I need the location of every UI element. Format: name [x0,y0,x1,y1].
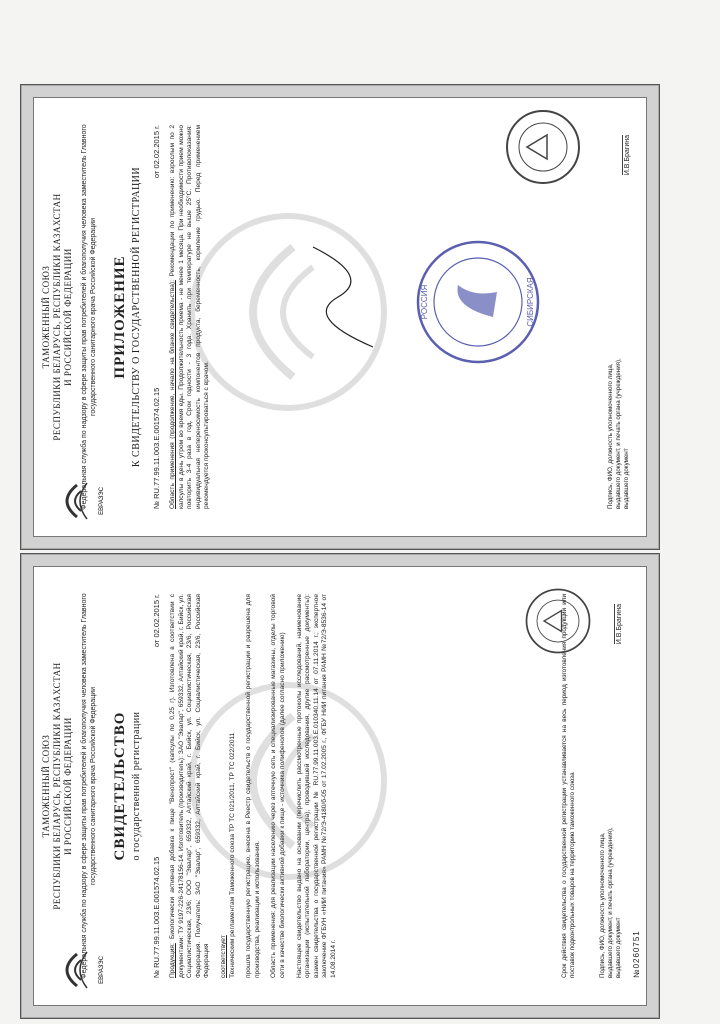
watermark-globe-icon [183,676,393,886]
seal-text-2: РОССИЯ [420,284,429,320]
product-text: Биологически активная добавка к пище "Венопрост" (капсулы по 0,25 г). Изготовлена в соответствии с документами: ТУ 9197-226-24178156-14. Изготовитель (производитель): ЗАО "Эвалар", 659332, Алтайский край, г. Бийск, ул. Социалистическая, 23/6; ООО "Эвалар", 659332, Алтайский край, г. Бийск, ул. Социалистическая, 23/6, Российская Федерация. Получатель: ЗАО "Эвалар", 659332, Алтайский край, г. Бийск, ул. Социалистическая, 23/6, Российская Федерация [169,594,211,978]
doc-title: ПРИЛОЖЕНИЕ [112,255,128,379]
scope-label: Область применения (продолжение, начало на бланке свидетельства): [169,280,176,509]
signer-name: И.В.Брагина [616,604,623,645]
issuer-text: Федеральная служба по надзору в сфере защиты прав потребителей и благополучия человека заместитель Главного государственного санитарного врача Российской Федерации [81,593,97,979]
scope-paragraph: Область применения: для реализации населению через аптечную сеть и специализированные магазины, отделы торговой сети в качестве биологически активной добавки к пище - источника полифенолов (далее согласно приложению) [270,594,286,978]
registration-number: RU.77.99.11.003.Е.001574.02.15 [152,856,161,968]
basis-paragraph: Настоящее свидетельство выдано на основании (перечислить рассмотренные протоколы исследований, наименование организации (испытательной лаборатории, центра), проводившей исследования, другие рассмотренные документы): взамен свидетельства о государственной регистрации № RU.77.99.11.003.Е.010340.11.14 от 07.11.2014 г.; экспертное заключение ФГБУН «НИИ питания» РАМН №72/Э-4180/б-05 от 17.02.2005 г., ФГБУ НИИ питания РАМН №72/Э-8536-14 от 14.08.2014 г. [295,594,337,978]
evrazes-logo-icon [51,479,107,523]
signature-row [607,125,631,509]
conformity-label: соответствует [219,935,227,978]
registration-date: 02.02.2015 г. [152,125,161,169]
registration-number-line [152,125,161,509]
registration-number: RU.77.99.11.003.Е.001574.02.15 [152,387,161,499]
registration-number-line [152,594,161,978]
appendix-sheet [20,84,660,550]
appendix-frame [33,97,647,537]
signature-row [599,594,623,978]
registration-date: 02.02.2015 г. [152,594,161,638]
validity-footer: Срок действия свидетельства о государственной регистрации устанавливается на весь период изготовления продукции или поставок подконтрольных товаров на территорию таможенного союза [561,594,576,978]
date-prefix: от [152,639,161,648]
date-prefix: от [152,170,161,179]
official-seal-icon [523,586,593,656]
registry-paragraph: прошла государственную регистрацию, внесена в Реестр свидетельств о государственной регистрации и разрешена для производства, реализации и использования. [245,594,261,978]
evrazes-logo-icon [51,948,107,992]
union-header: ТАМОЖЕННЫЙ СОЮЗ РЕСПУБЛИКИ БЕЛАРУСЬ, РЕСПУБЛИКИ КАЗАХСТАН И РОССИЙСКОЙ ФЕДЕРАЦИИ [41,193,73,441]
svg-text:ЕВРАЗЭС: ЕВРАЗЭС [99,956,105,984]
doc-subtitle: о государственной регистрации [131,711,142,861]
signature-caption: Подпись, ФИО, должность уполномоченного лица, выдавшего документ, и печать органа (учреждения), выдавшего документ [599,827,622,978]
round-seal-stamp-icon [413,237,543,367]
number-prefix: № [152,500,161,509]
conformity-text: Техническим регламентам Таможенного союза ТР ТС 021/2011, ТР ТС 022/2011 [228,732,236,978]
seal-text: СИБИРСКАЯ [526,277,535,327]
doc-title: СВИДЕТЕЛЬСТВО [112,711,128,861]
product-label: Продукция: [169,943,176,978]
signature-scribble-icon [293,237,383,357]
number-prefix: № [152,969,161,978]
certificate-frame [33,566,647,1006]
signature-caption: Подпись, ФИО, должность уполномоченного лица, выдавшего документ, и печать органа (учреждения), выдавшего документ [607,358,630,509]
issuer-text: Федеральная служба по надзору в сфере защиты прав потребителей и благополучия человека заместитель Главного государственного санитарного врача Российской Федерации [81,124,97,510]
official-seal-icon [503,107,583,187]
union-header: ТАМОЖЕННЫЙ СОЮЗ РЕСПУБЛИКИ БЕЛАРУСЬ, РЕСПУБЛИКИ КАЗАХСТАН И РОССИЙСКОЙ ФЕДЕРАЦИИ [41,662,73,910]
scope-text: Рекомендации по применению: взрослым по 2 капсулы в день утром во время еды. Продолжительность приема - не менее 1 месяца. При необходимости прием можно повторить 3-4 раза в год. Срок годности - 3 года. Хранить при температуре не выше 25°С. Противопоказания: индивидуальная непереносимость компонентов продукта, беременность, кормление грудью. Перед применением рекомендуется проконсультироваться с врачом. [169,125,211,509]
certificate-sheet [20,553,660,1019]
serial-number: №0260751 [632,930,641,978]
svg-text:ЕВРАЗЭС: ЕВРАЗЭС [99,487,105,515]
doc-subtitle: К СВИДЕТЕЛЬСТВУ О ГОСУДАРСТВЕННОЙ РЕГИСТРАЦИИ [131,166,142,468]
signer-name: И.В.Брагина [624,135,631,176]
